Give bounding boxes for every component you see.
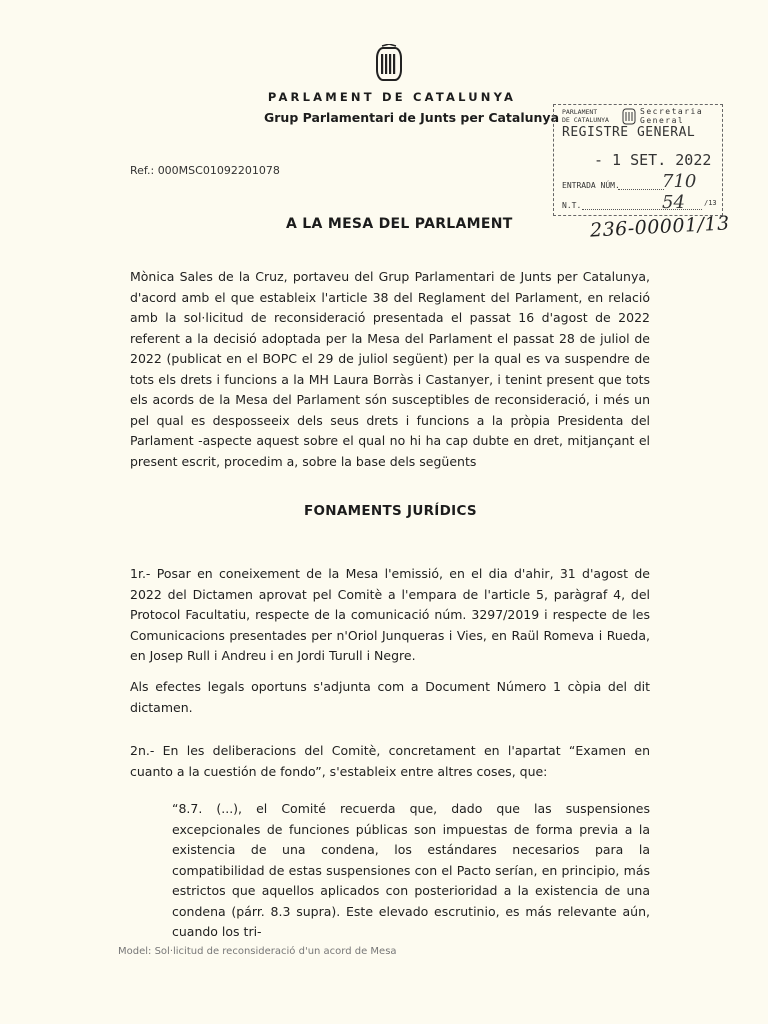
footer-model-label: Model: Sol·licitud de reconsideració d'un acord de Mesa bbox=[118, 946, 397, 957]
stamp-nt-dots bbox=[582, 209, 702, 210]
attachment-paragraph: Als efectes legals oportuns s'adjunta com a Document Número 1 còpia del dit dictamen. bbox=[130, 679, 650, 715]
handwritten-file-number: 236-00001/13 bbox=[589, 212, 731, 242]
stamp-emblem-icon bbox=[622, 108, 636, 125]
stamp-registry: REGISTRE GENERAL bbox=[562, 125, 696, 140]
registry-stamp bbox=[553, 104, 723, 216]
stamp-entry-dots bbox=[618, 189, 664, 190]
stamp-nt-value: /13 bbox=[704, 199, 717, 207]
quoted-excerpt: “8.7. (...), el Comité recuerda que, dado que las suspensiones excepcionales de funciones públicas son impuestas de forma previa a la existencia de una condena, los estándares necesarios para la compatibilidad de estas suspensiones con el Pacto serían, en principio, más estrictos que aquellos aplicados con posterioridad a la existencia de una condena (párr. 8.3 supra). Este elevado escrutinio, es más relevante aún, cuando los tri- bbox=[172, 801, 650, 939]
stamp-parliament: PARLAMENT DE CATALUNYA bbox=[562, 108, 609, 124]
section-title: FONAMENTS JURÍDICS bbox=[304, 503, 477, 519]
parliament-emblem-icon bbox=[374, 44, 404, 84]
group-name: Grup Parlamentari de Junts per Catalunya bbox=[264, 110, 560, 125]
stamp-secretaria: Secretaria General bbox=[640, 107, 704, 125]
intro-paragraph: Mònica Sales de la Cruz, portaveu del Grup Parlamentari de Junts per Catalunya, d'acord amb el que estableix l'article 38 del Reglament del Parlament, en relació amb la sol·licitud de reconsideració presentada el passat 16 d'agost de 2022 referent a la decisió adoptada per la Mesa del Parlament el passat 28 de juliol de 2022 (publicat en el BOPC el 29 de juliol següent) per la qual es va suspendre de tots els drets i funcions a la MH Laura Borràs i Castanyer, i tenint present que tots els acords de la Mesa del Parlament són susceptibles de reconsideració, i més un pel qual es desposseeix dels seus drets i funcions a la pròpia Presidenta del Parlament -aspecte aquest sobre el qual no hi ha cap dubte en dret, mitjançant el present escrit, procedim a, sobre la base dels següents bbox=[130, 269, 650, 469]
point-1-paragraph: 1r.- Posar en coneixement de la Mesa l'emissió, en el dia d'ahir, 31 d'agost de 2022 del Dictamen aprovat pel Comitè a l'empara de l'article 5, paràgraf 4, del Protocol Facultatiu, respecte de la comunicació núm. 3297/2019 i respecte de les Comunicacions presentades per n'Oriol Junqueras i Vies, en Raül Romeva i Rueda, en Josep Rull i Andreu i en Jordi Turull i Negre. bbox=[130, 566, 650, 663]
addressee-heading: A LA MESA DEL PARLAMENT bbox=[286, 216, 513, 232]
stamp-date: - 1 SET. 2022 bbox=[594, 151, 712, 169]
stamp-entry-label: ENTRADA NÚM. bbox=[562, 181, 620, 190]
parliament-name: PARLAMENT DE CATALUNYA bbox=[267, 90, 517, 104]
stamp-entry-number: 710 54 bbox=[662, 171, 697, 213]
reference-number: Ref.: 000MSC01092201078 bbox=[130, 164, 280, 177]
stamp-nt-label: N.T. bbox=[562, 201, 582, 210]
point-2-paragraph: 2n.- En les deliberacions del Comitè, concretament en l'apartat “Examen en cuanto a la cuestión de fondo”, s'estableix entre altres coses, que: bbox=[130, 743, 650, 779]
